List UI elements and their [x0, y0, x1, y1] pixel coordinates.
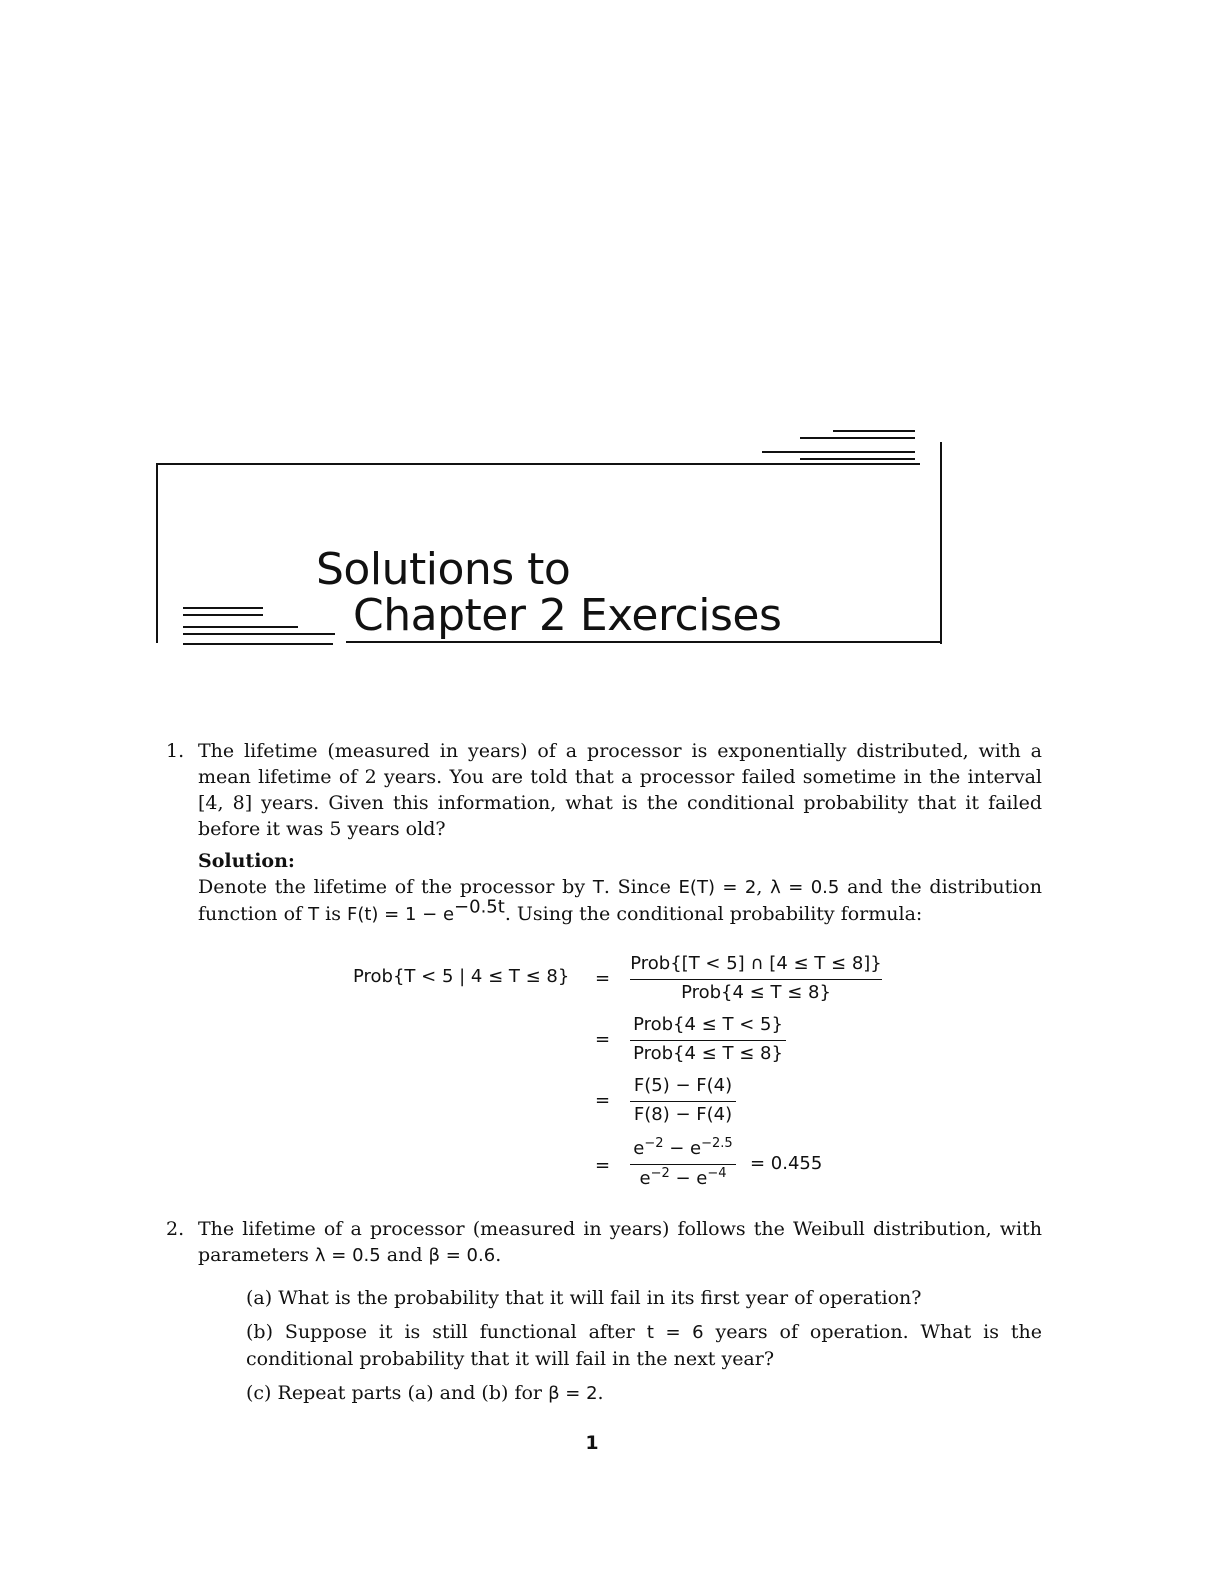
fraction-numerator: Prob{4 ≤ T < 5}: [633, 1014, 783, 1035]
decorative-line: [183, 614, 263, 616]
fraction-bar: [630, 1101, 736, 1102]
decorative-line: [800, 437, 915, 439]
decorative-line: [183, 607, 263, 609]
fraction-denominator: $e^{-2} - e^{-4}$: [639, 1166, 727, 1189]
equals-sign: =: [595, 1155, 611, 1176]
fraction-bar: [630, 1164, 736, 1165]
derivation-result: = 0.455: [750, 1153, 823, 1174]
fraction-denominator: Prob{4 ≤ T ≤ 8}: [633, 1043, 783, 1064]
chapter-title-line-2: Chapter 2 Exercises: [353, 590, 782, 641]
frame-bottom-rule: [346, 641, 942, 643]
equals-sign: =: [595, 1029, 611, 1050]
solution-text: Denote the lifetime of the processor by T. Since E(T) = 2, λ = 0.5 and the distribution function of T is $F(t) = 1 - e^{-0.5t}$. Using the conditional probability formula:: [198, 876, 1042, 925]
exercise-2: [166, 1216, 1042, 1415]
fraction-denominator: F(8) − F(4): [633, 1104, 733, 1125]
fraction-numerator: Prob{[T < 5] ∩ [4 ≤ T ≤ 8]}: [630, 953, 882, 974]
fraction-denominator: Prob{4 ≤ T ≤ 8}: [681, 982, 831, 1003]
subpart-b: (b) Suppose it is still functional after t = 6 years of operation. What is the conditional probability that it will fail in the next year?: [246, 1321, 1043, 1370]
solution-label: Solution:: [198, 850, 295, 872]
exercise-number: 1.: [166, 740, 185, 762]
frame-right-rule: [940, 442, 942, 644]
fraction-numerator: $e^{-2} - e^{-2.5}$: [633, 1136, 733, 1159]
subpart-c: (c) Repeat parts (a) and (b) for β = 2.: [246, 1382, 604, 1404]
decorative-line: [183, 643, 333, 645]
exercise-question: The lifetime (measured in years) of a processor is exponentially distributed, with a mean lifetime of 2 years. You are told that a processor failed sometime in the interval [4, 8] years. Given this information, what is the conditional probability that it failed before it was 5 years old?: [198, 740, 1042, 840]
chapter-title-line-1: Solutions to: [316, 544, 571, 595]
equation-lhs: Prob{T < 5 | 4 ≤ T ≤ 8}: [353, 966, 570, 987]
fraction-numerator: F(5) − F(4): [633, 1075, 733, 1096]
decorative-line: [800, 458, 915, 460]
subpart-list: [246, 1285, 1042, 1407]
decorative-line: [183, 633, 335, 635]
page-number: 1: [585, 1432, 599, 1454]
exercise-number: 2.: [166, 1218, 185, 1240]
subpart-a: (a) What is the probability that it will fail in its first year of operation?: [246, 1287, 922, 1309]
decorative-line: [762, 451, 915, 453]
decorative-line: [183, 626, 298, 628]
frame-top-rule: [157, 463, 920, 465]
decorative-line: [833, 430, 915, 432]
equals-sign: =: [595, 968, 611, 989]
equals-sign: =: [595, 1090, 611, 1111]
frame-left-rule: [156, 463, 158, 643]
exercise-1: [166, 738, 1042, 928]
exercise-question: The lifetime of a processor (measured in years) follows the Weibull distribution, with parameters λ = 0.5 and β = 0.6.: [198, 1218, 1042, 1266]
fraction-bar: [630, 1040, 786, 1041]
fraction-bar: [630, 979, 882, 980]
